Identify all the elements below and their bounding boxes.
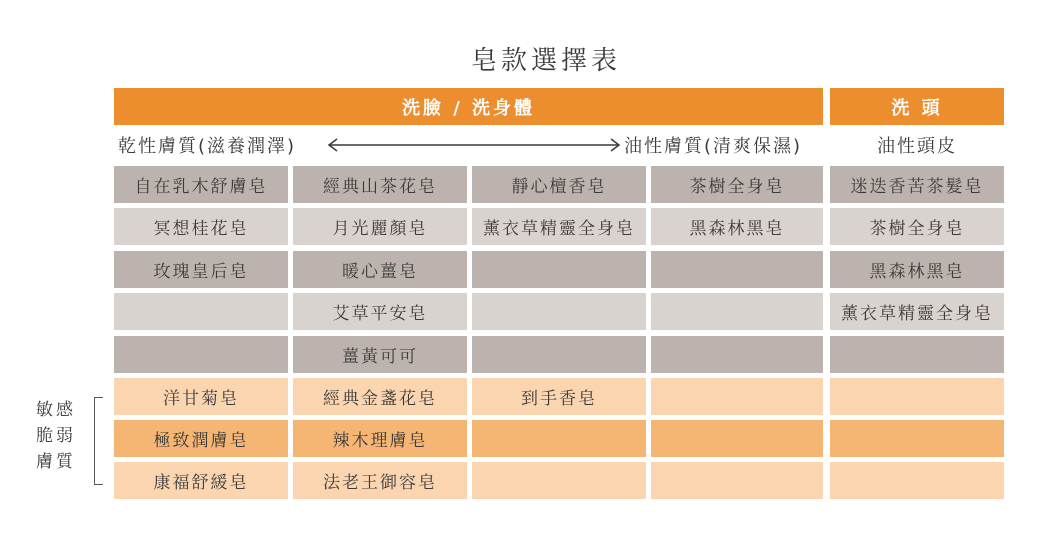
scale-hair-label: 油性頭皮 bbox=[877, 136, 957, 157]
table-cell: 靜心檀香皂 bbox=[472, 166, 646, 203]
table-cell bbox=[472, 462, 646, 499]
table-cell bbox=[651, 378, 823, 415]
table-cell: 法老王御容皂 bbox=[293, 462, 467, 499]
table-cell bbox=[472, 293, 646, 330]
table-cell: 薰衣草精靈全身皂 bbox=[472, 208, 646, 245]
table-cell: 黑森林黑皂 bbox=[830, 251, 1004, 288]
table-cell: 暖心薑皂 bbox=[293, 251, 467, 288]
table-cell bbox=[114, 336, 288, 373]
table-cell bbox=[830, 336, 1004, 373]
table-cell: 艾草平安皂 bbox=[293, 293, 467, 330]
table-cell bbox=[472, 336, 646, 373]
table-cell: 洋甘菊皂 bbox=[114, 378, 288, 415]
table-cell bbox=[472, 251, 646, 288]
table-cell bbox=[830, 420, 1004, 457]
table-cell: 玫瑰皇后皂 bbox=[114, 251, 288, 288]
table-cell bbox=[651, 420, 823, 457]
sensitive-bracket bbox=[94, 397, 103, 485]
table-cell: 極致潤膚皂 bbox=[114, 420, 288, 457]
table-cell bbox=[114, 293, 288, 330]
table-cell: 到手香皂 bbox=[472, 378, 646, 415]
table-cell: 茶樹全身皂 bbox=[651, 166, 823, 203]
table-cell bbox=[472, 420, 646, 457]
table-cell: 自在乳木舒膚皂 bbox=[114, 166, 288, 203]
scale-oily-label: 油性膚質(清爽保濕) bbox=[624, 136, 803, 157]
double-arrow-icon bbox=[326, 136, 622, 154]
table-cell: 辣木理膚皂 bbox=[293, 420, 467, 457]
sensitive-label-line: 敏感 bbox=[36, 400, 76, 420]
table-cell: 茶樹全身皂 bbox=[830, 208, 1004, 245]
table-cell bbox=[651, 293, 823, 330]
table-cell bbox=[651, 336, 823, 373]
header-hair: 洗 頭 bbox=[830, 88, 1004, 125]
sensitive-label-line: 膚質 bbox=[36, 452, 76, 472]
table-cell bbox=[830, 378, 1004, 415]
table-cell: 康福舒緩皂 bbox=[114, 462, 288, 499]
table-cell bbox=[651, 251, 823, 288]
table-cell: 冥想桂花皂 bbox=[114, 208, 288, 245]
table-cell: 經典山茶花皂 bbox=[293, 166, 467, 203]
header-face-body: 洗臉 / 洗身體 bbox=[114, 88, 823, 125]
table-cell: 經典金盞花皂 bbox=[293, 378, 467, 415]
scale-dry-label: 乾性膚質(滋養潤澤) bbox=[118, 136, 297, 157]
table-cell: 黑森林黑皂 bbox=[651, 208, 823, 245]
table-cell: 薰衣草精靈全身皂 bbox=[830, 293, 1004, 330]
table-cell bbox=[830, 462, 1004, 499]
table-cell bbox=[651, 462, 823, 499]
sensitive-skin-label bbox=[34, 397, 78, 475]
page-title: 皂款選擇表 bbox=[470, 46, 621, 76]
table-cell: 薑黃可可 bbox=[293, 336, 467, 373]
table-cell: 迷迭香苦茶髮皂 bbox=[830, 166, 1004, 203]
sensitive-label-line: 脆弱 bbox=[36, 426, 76, 446]
table-cell: 月光麗顏皂 bbox=[293, 208, 467, 245]
